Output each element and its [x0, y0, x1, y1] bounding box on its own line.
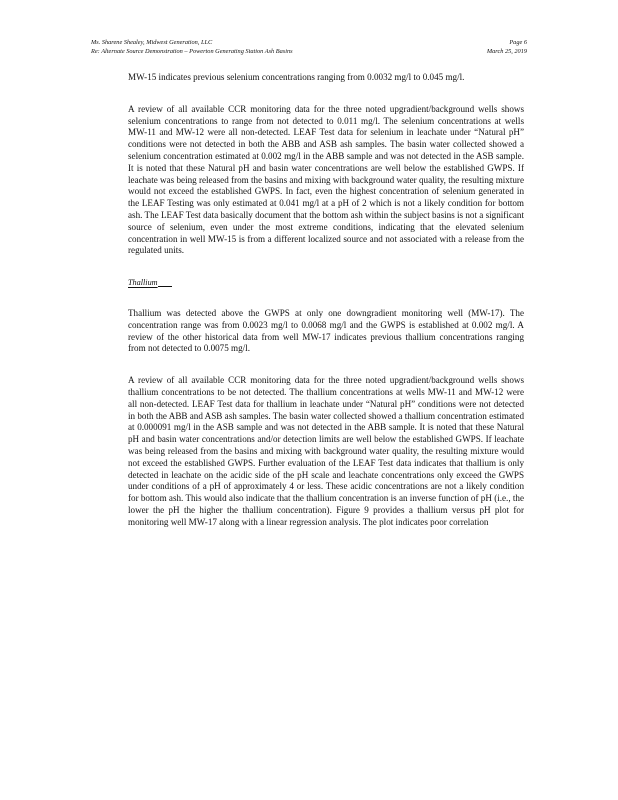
selenium-review-paragraph: A review of all available CCR monitoring data for the three noted upgradient/background wells shows selenium concentrations to range from not detected to 0.011 mg/l. The selenium concentrations at wells MW-11 and MW-12 were all non-detected. LEAF Test data for selenium in leachate under “Natural pH” conditions were not detected in both the ABB and ASB ash samples. The basin water collected showed a selenium concentration estimated at 0.002 mg/l in the ABB sample and was not detected in the ASB sample. It is noted that these Natural pH and basin water concentrations are well below the established GWPS. If leachate was being released from the basins and mixing with background water quality, the resulting mixture would not exceed the established GWPS. In fact, even the highest concentration of selenium generated in the LEAF Testing was only estimated at 0.041 mg/l at a pH of 2 which is not a likely condition for bottom ash. The LEAF Test data basically document that the bottom ash within the subject basins is not a significant source of selenium, even under the most extreme conditions, indicating that the elevated selenium concentration in well MW-15 is from a different localized source and not associated with a release from the regulated units. [128, 103, 524, 256]
thallium-detection-paragraph: Thallium was detected above the GWPS at only one downgradient monitoring well (MW-17). The concentration range was from 0.0023 mg/l to 0.0068 mg/l and the GWPS is established at 0.002 mg/l. A review of the other historical data from well MW-17 indicates previous thallium concentrations ranging from not detected to 0.0075 mg/l. [128, 307, 524, 354]
thallium-heading: Thallium [128, 277, 524, 289]
page-header [91, 38, 527, 56]
page-number: Page 6 [509, 39, 527, 46]
header-row-1 [91, 38, 527, 47]
letter-body [128, 72, 524, 541]
selenium-history-paragraph: MW-15 indicates previous selenium concentrations ranging from 0.0032 mg/l to 0.045 mg/l. [128, 72, 465, 82]
thallium-review-paragraph: A review of all available CCR monitoring data for the three noted upgradient/background wells shows thallium concentrations to be not detected. The thallium concentrations at wells MW-11 and MW-12 were all non-detected. LEAF Test data for thallium in leachate under “Natural pH” conditions were not detected in both the ABB and ASB ash samples. The basin water collected showed a thallium concentration estimated at 0.000091 mg/l in the ASB sample and was not detected in the ABB sample. It is noted that these Natural pH and basin water concentrations and/or detection limits are well below the established GWPS. If leachate was being released from the basins and mixing with background water quality, the resulting mixture would not exceed the established GWPS. Further evaluation of the LEAF Test data indicates that thallium is only detected in leachate on the acidic side of the pH scale and leachate concentrations only exceed the GWPS under conditions of a pH of approximately 4 or less. These acidic concentrations are not a likely condition for bottom ash. This would also indicate that the thallium concentration is an inverse function of pH (i.e., the lower the pH the higher the thallium concentration). Figure 9 provides a thallium versus pH plot for monitoring well MW-17 along with a linear regression analysis. The plot indicates poor correlation [128, 375, 524, 527]
subject-line: Re: Alternate Source Demonstration – Powerton Generating Station Ash Basins [91, 48, 293, 55]
letter-date: March 25, 2019 [486, 48, 527, 55]
recipient-line: Ms. Sharene Shealey, Midwest Generation, LLC [91, 39, 213, 46]
header-row-2 [91, 47, 527, 56]
